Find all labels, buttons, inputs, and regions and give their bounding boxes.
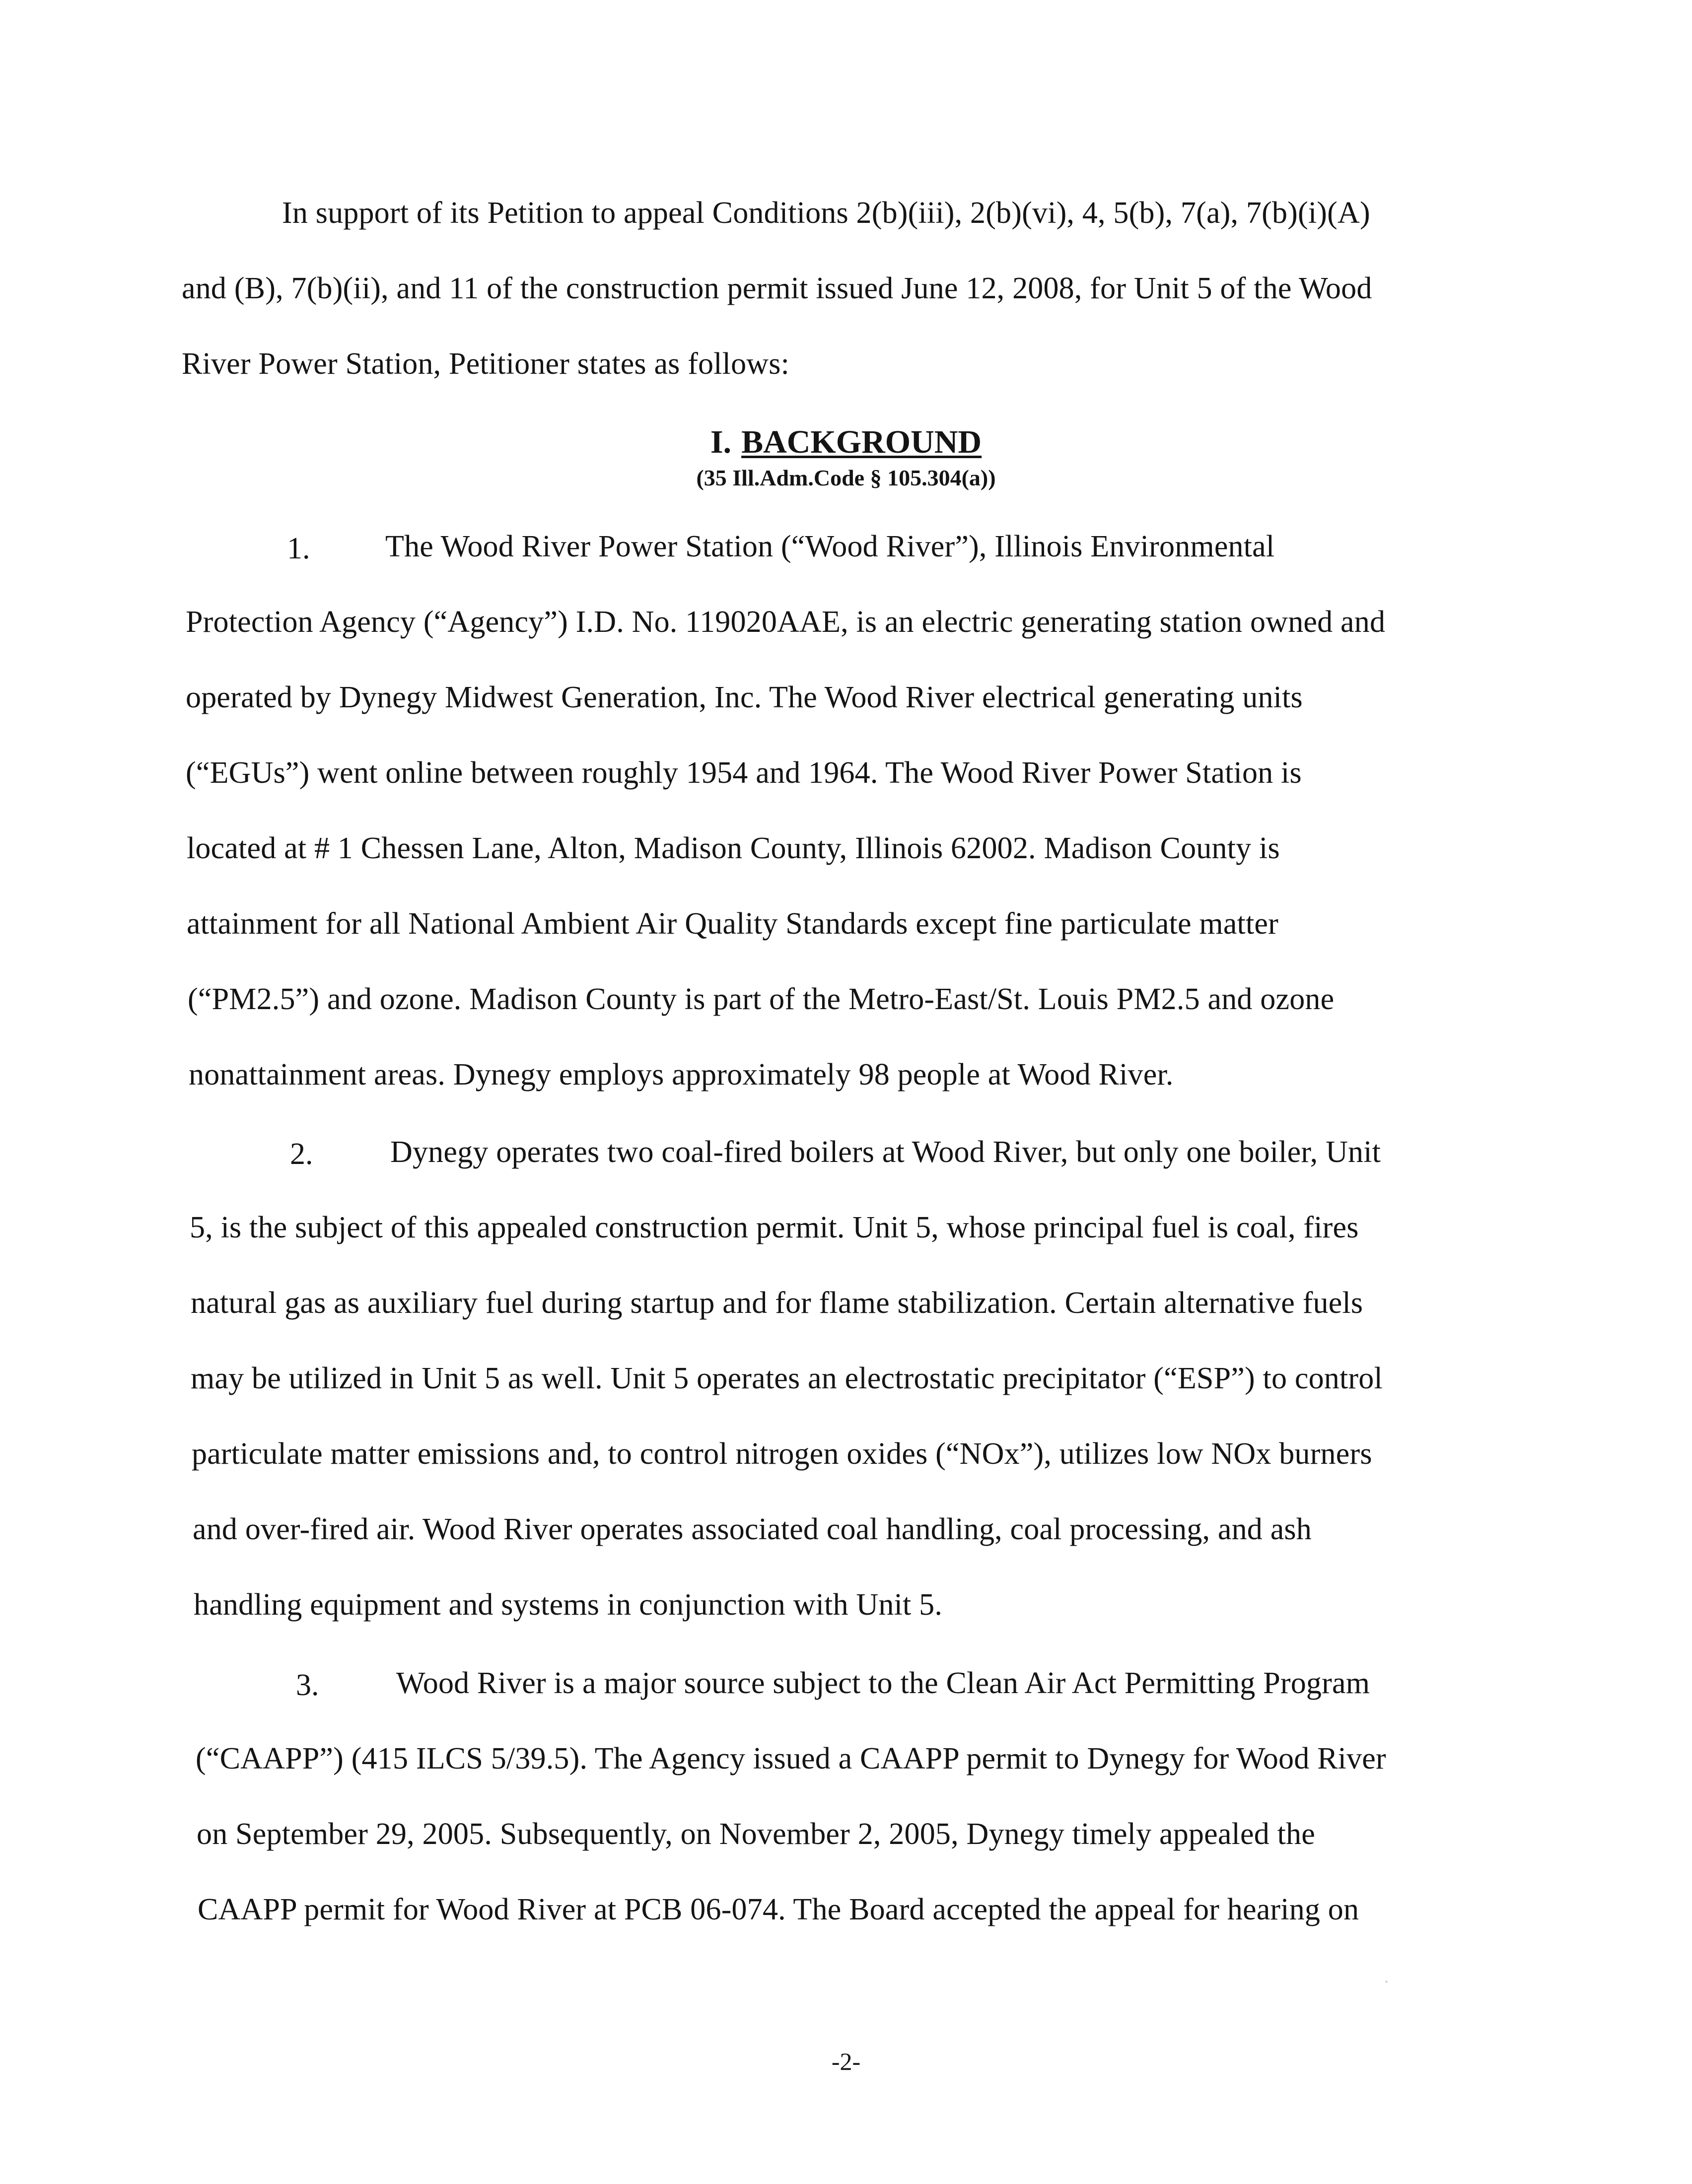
intro-line-2: and (B), 7(b)(ii), and 11 of the construction permit issued June 12, 2008, for Unit 5 of the Wood — [182, 272, 1372, 305]
paragraph-2-line-7: handling equipment and systems in conjunction with Unit 5. — [194, 1588, 943, 1622]
paragraph-3-line-1: Wood River is a major source subject to the Clean Air Act Permitting Program — [396, 1666, 1370, 1700]
section-heading — [0, 426, 1692, 459]
page-number: -2- — [831, 2048, 861, 2075]
paragraph-3-line-2: (“CAAPP”) (415 ILCS 5/39.5). The Agency issued a CAAPP permit to Dynegy for Wood River — [196, 1742, 1386, 1775]
paragraph-1-line-8: nonattainment areas. Dynegy employs approximately 98 people at Wood River. — [189, 1058, 1174, 1092]
paragraph-2-line-4: may be utilized in Unit 5 as well. Unit 5 operates an electrostatic precipitator (“ESP”) to control — [191, 1362, 1383, 1395]
paragraph-1-line-5: located at # 1 Chessen Lane, Alton, Madison County, Illinois 62002. Madison County is — [187, 831, 1280, 865]
section-number: I. — [710, 424, 732, 460]
section-title: BACKGROUND — [741, 424, 982, 460]
paragraph-3-line-4: CAAPP permit for Wood River at PCB 06-074. The Board accepted the appeal for hearing on — [198, 1893, 1359, 1926]
paragraph-1-line-1: The Wood River Power Station (“Wood River”), Illinois Environmental — [385, 530, 1275, 563]
paragraph-1-line-3: operated by Dynegy Midwest Generation, Inc. The Wood River electrical generating units — [186, 681, 1303, 714]
paragraph-1-line-2: Protection Agency (“Agency”) I.D. No. 119020AAE, is an electric generating station owned and — [186, 605, 1386, 639]
paragraph-1-line-4: (“EGUs”) went online between roughly 1954 and 1964. The Wood River Power Station is — [186, 756, 1302, 790]
paragraph-1-number: 1. — [287, 532, 310, 565]
paragraph-2-number: 2. — [290, 1137, 313, 1171]
paragraph-2-line-1: Dynegy operates two coal-fired boilers at Wood River, but only one boiler, Unit — [390, 1135, 1381, 1169]
paragraph-2-line-3: natural gas as auxiliary fuel during startup and for flame stabilization. Certain alternative fuels — [191, 1286, 1363, 1320]
paragraph-1-line-6: attainment for all National Ambient Air Quality Standards except fine particulate matter — [187, 907, 1278, 941]
section-citation: (35 Ill.Adm.Code § 105.304(a)) — [696, 465, 996, 490]
paragraph-2-line-2: 5, is the subject of this appealed construction permit. Unit 5, whose principal fuel is coal, fires — [190, 1211, 1359, 1244]
intro-line-3: River Power Station, Petitioner states as follows: — [182, 347, 790, 381]
paragraph-3-number: 3. — [296, 1668, 319, 1702]
paragraph-3-line-3: on September 29, 2005. Subsequently, on November 2, 2005, Dynegy timely appealed the — [197, 1817, 1315, 1851]
paragraph-2-line-6: and over-fired air. Wood River operates associated coal handling, coal processing, and ash — [193, 1512, 1312, 1546]
intro-line-1: In support of its Petition to appeal Conditions 2(b)(iii), 2(b)(vi), 4, 5(b), 7(a), 7(b)(i)(A) — [282, 196, 1370, 230]
scan-speck — [1385, 1980, 1388, 1983]
paragraph-2-line-5: particulate matter emissions and, to control nitrogen oxides (“NOx”), utilizes low NOx burners — [192, 1437, 1372, 1471]
paragraph-1-line-7: (“PM2.5”) and ozone. Madison County is part of the Metro-East/St. Louis PM2.5 and ozone — [188, 982, 1335, 1016]
